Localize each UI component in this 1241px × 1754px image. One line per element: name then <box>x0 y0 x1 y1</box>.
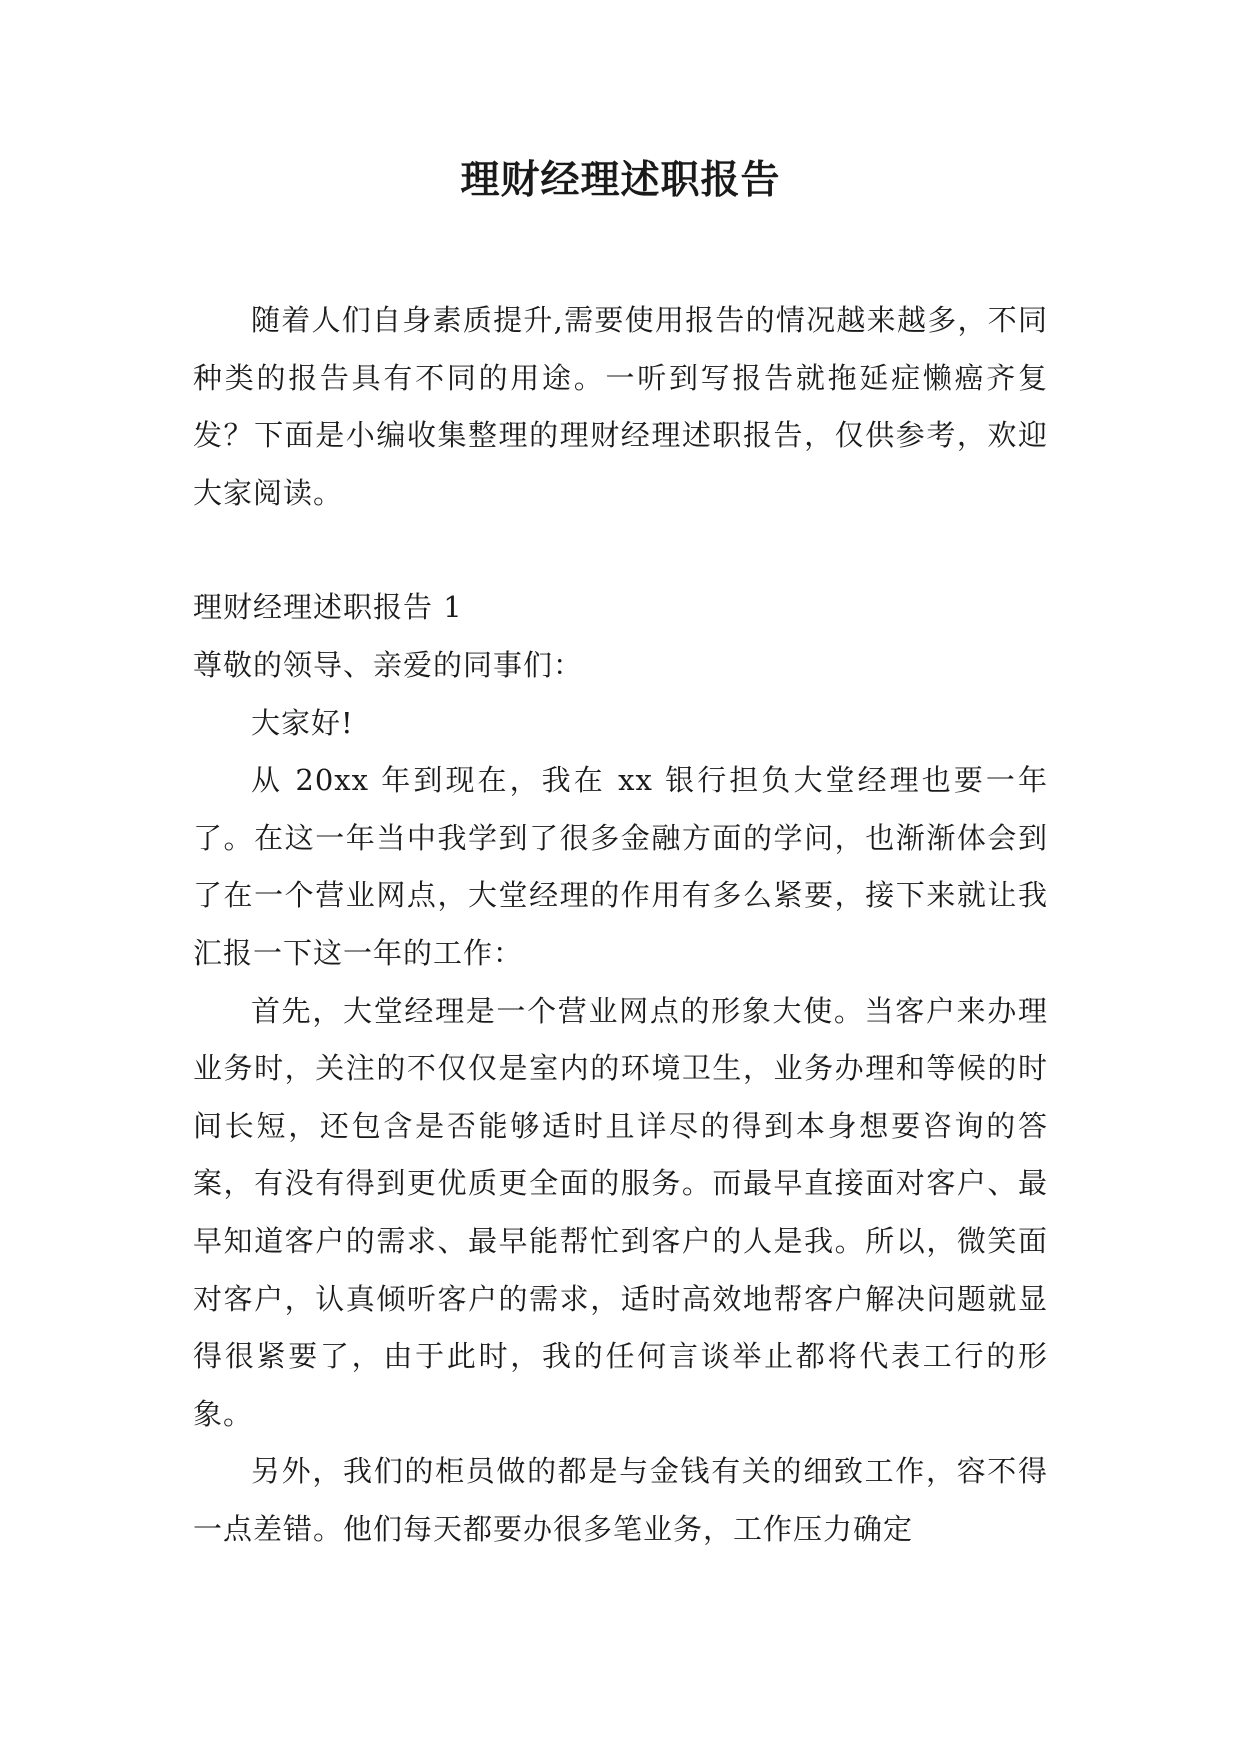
document-title: 理财经理述职报告 <box>460 157 781 203</box>
body-paragraph: 从 20xx 年到现在，我在 xx 银行担负大堂经理也要一年了。在这一年当中我学到了很多金融方面的学问，也渐渐体会到了在一个营业网点，大堂经理的作用有多么紧要，接下来就让我汇报一下这一年的工作： <box>193 763 1048 970</box>
intro-paragraph: 随着人们自身素质提升,需要使用报告的情况越来越多，不同种类的报告具有不同的用途。一听到写报告就拖延症懒癌齐复发？下面是小编收集整理的理财经理述职报告，仅供参考，欢迎大家阅读。 <box>193 303 1048 510</box>
body-paragraph: 另外，我们的柜员做的都是与金钱有关的细致工作，容不得一点差错。他们每天都要办很多笔业务，工作压力确定 <box>193 1454 1048 1546</box>
body-paragraph: 首先，大堂经理是一个营业网点的形象大使。当客户来办理业务时，关注的不仅仅是室内的环境卫生，业务办理和等候的时间长短，还包含是否能够适时且详尽的得到本身想要咨询的答案，有没有得到更优质更全面的服务。而最早直接面对客户、最早知道客户的需求、最早能帮忙到客户的人是我。所以，微笑面对客户，认真倾听客户的需求，适时高效地帮客户解决问题就显得很紧要了，由于此时，我的任何言谈举止都将代表工行的形象。 <box>193 993 1048 1431</box>
section-spacer <box>193 522 1048 579</box>
section-heading: 理财经理述职报告 1 <box>193 590 463 625</box>
salutation: 尊敬的领导、亲爱的同事们： <box>193 647 584 682</box>
document-body <box>193 292 1048 1558</box>
greeting: 大家好! <box>251 705 354 740</box>
